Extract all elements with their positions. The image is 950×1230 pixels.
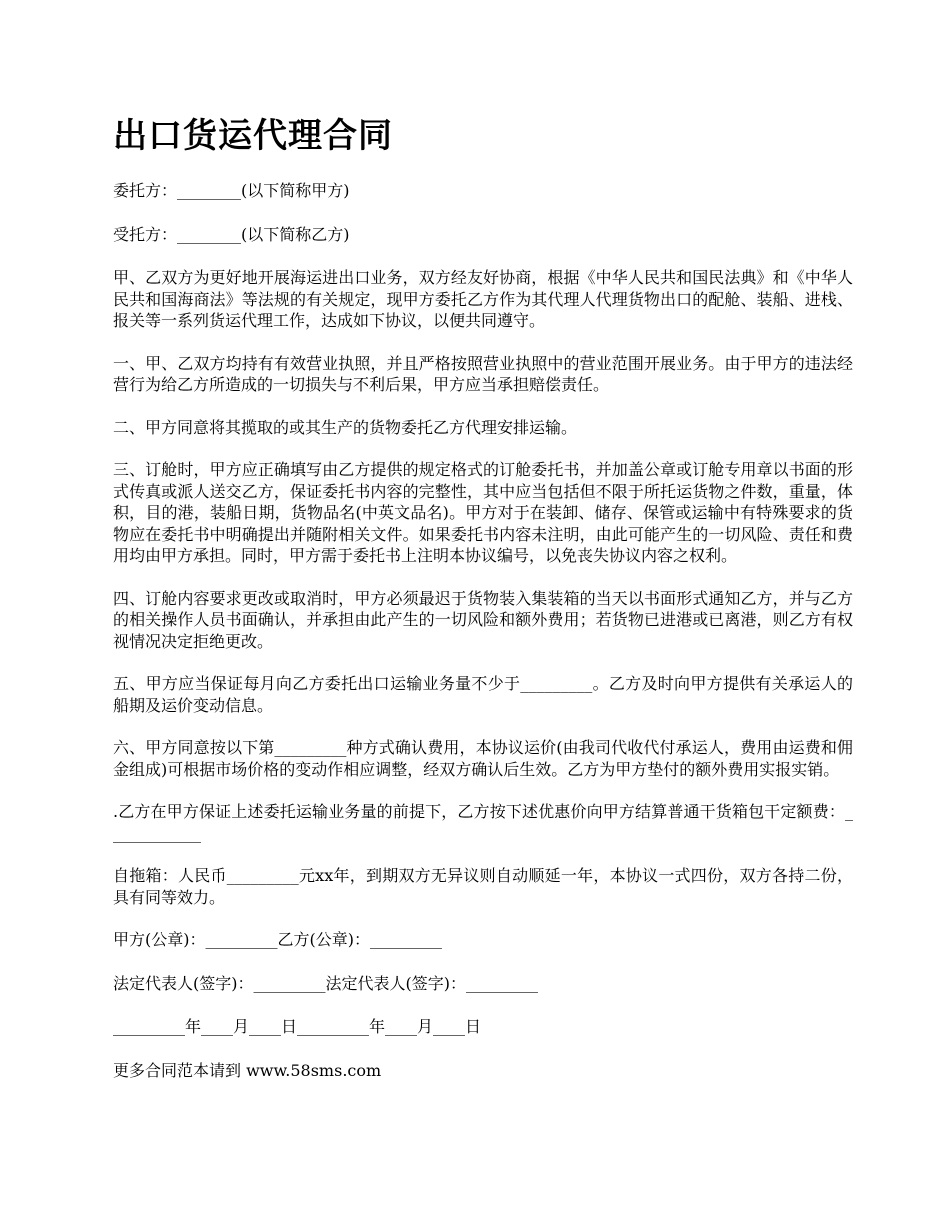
- clause-3: 三、订舱时，甲方应正确填写由乙方提供的规定格式的订舱委托书，并加盖公章或订舱专用章以书面的形式传真或派人送交乙方，保证委托书内容的完整性，其中应当包括但不限于所托运货物之件数，重量，体积，目的港，装船日期，货物品名(中英文品名)。甲方对于在装卸、储存、保管或运输中有特殊要求的货物应在委托书中明确提出并随附相关文件。如果委托书内容未注明，由此可能产生的一切风险、责任和费用均由甲方承担。同时，甲方需于委托书上注明本协议编号，以免丧失协议内容之权利。: [113, 460, 853, 565]
- preamble-paragraph: 甲、乙双方为更好地开展海运进出口业务，双方经友好协商，根据《中华人民共和国民法典》和《中华人民共和国海商法》等法规的有关规定，现甲方委托乙方作为其代理人代理货物出口的配舱、装船、进栈、报关等一系列货运代理工作，达成如下协议，以便共同遵守。: [113, 268, 853, 330]
- validity-paragraph: 自拖箱：人民币_________元xx年，到期双方无异议则自动顺延一年，本协议一式四份，双方各持二份，具有同等效力。: [113, 866, 853, 907]
- clause-4: 四、订舱内容要求更改或取消时，甲方必须最迟于货物装入集装箱的当天以书面形式通知乙方，并与乙方的相关操作人员书面确认，并承担由此产生的一切风险和额外费用；若货物已进港或已离港，则乙方有权视情况决定拒绝更改。: [113, 588, 853, 651]
- clause-6: 六、甲方同意按以下第_________种方式确认费用，本协议运价(由我司代收代付承运人，费用由运费和佣金组成)可根据市场价格的变动作相应调整，经双方确认后生效。乙方为甲方垫付的额外费用实报实销。: [113, 738, 853, 779]
- clause-1: 一、甲、乙双方均持有有效营业执照，并且严格按照营业执照中的营业范围开展业务。由于甲方的违法经营行为给乙方所造成的一切损失与不利后果，甲方应当承担赔偿责任。: [113, 353, 853, 394]
- clause-2: 二、甲方同意将其揽取的或其生产的货物委托乙方代理安排运输。: [113, 417, 578, 437]
- clause-5: 五、甲方应当保证每月向乙方委托出口运输业务量不少于_________。乙方及时向甲方提供有关承运人的船期及运价变动信息。: [113, 674, 853, 715]
- contract-page: [113, 112, 853, 1103]
- legal-rep-signature-line: 法定代表人(签字)：_________法定代表人(签字)：_________: [113, 973, 538, 993]
- contract-title: 出口货运代理合同: [113, 116, 393, 156]
- agent-party-line: 受托方：________(以下简称乙方): [113, 224, 350, 244]
- footer-link-text: 更多合同范本请到 www.58sms.com: [113, 1060, 382, 1080]
- seal-line: 甲方(公章)：_________乙方(公章)：_________: [113, 930, 442, 949]
- client-party-line: 委托方：________(以下简称甲方): [113, 181, 350, 200]
- date-line: _________年____月____日_________年____月____日: [113, 1017, 482, 1036]
- discount-fee-paragraph: .乙方在甲方保证上述委托运输业务量的前提下，乙方按下述优惠价向甲方结算普通干货箱包干定额费：____________: [113, 802, 853, 843]
